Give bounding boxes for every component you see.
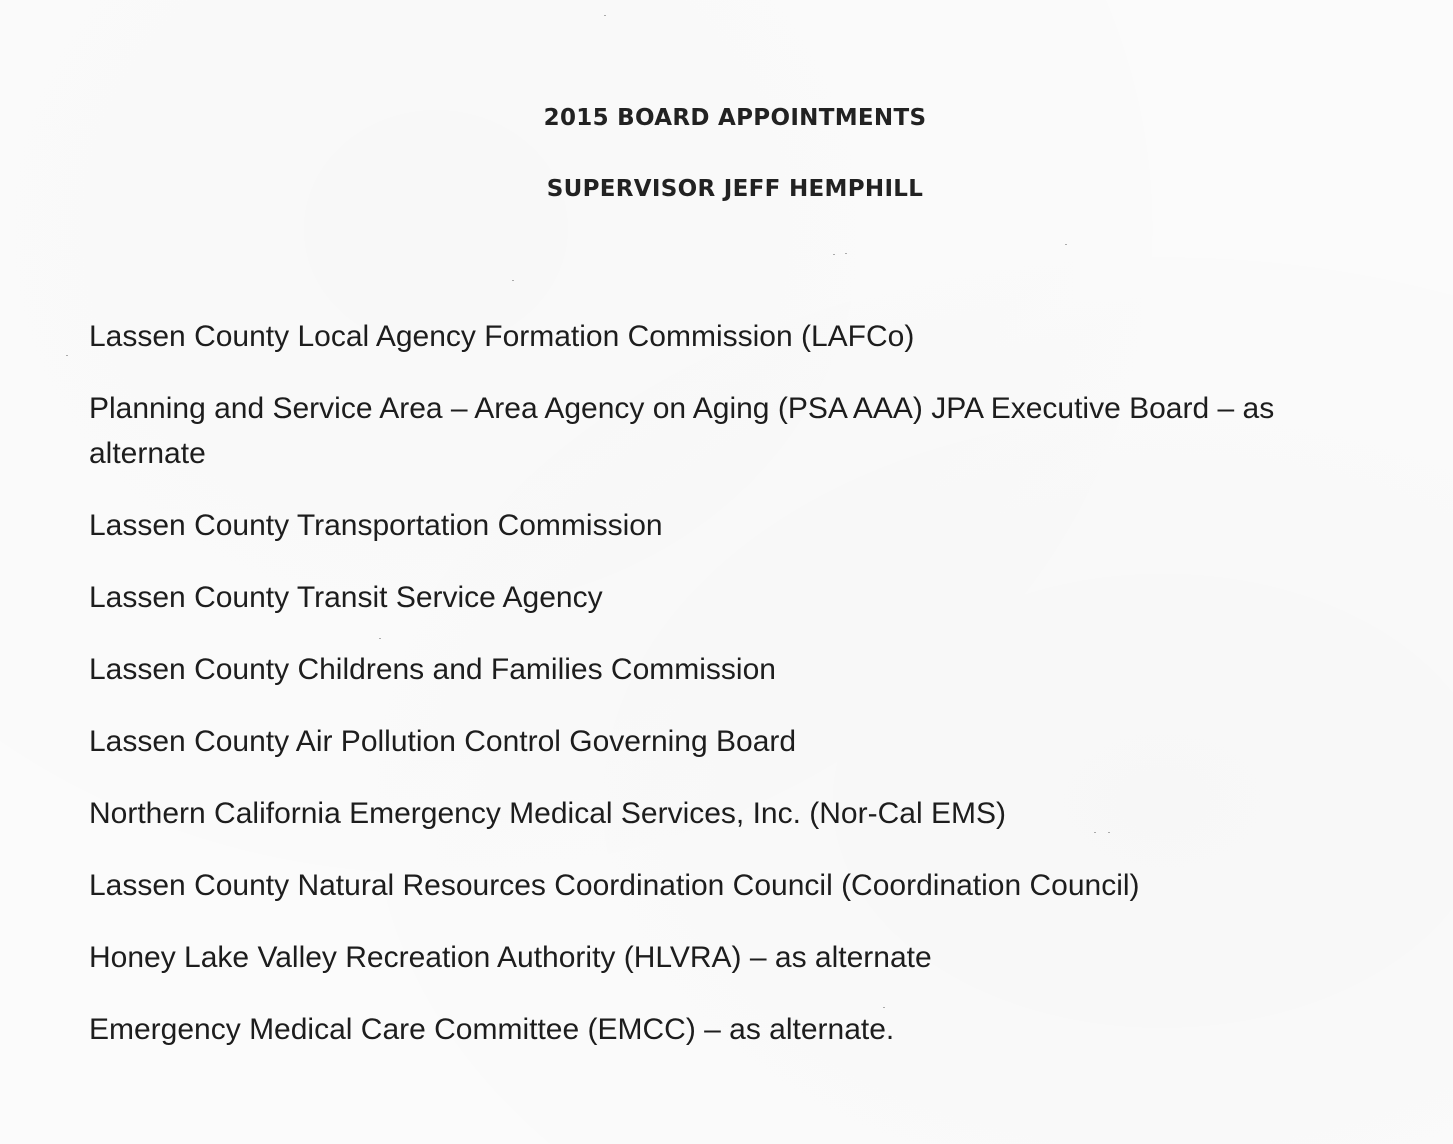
scan-speck xyxy=(512,280,514,281)
appointment-list xyxy=(89,314,1399,1079)
scan-speck xyxy=(604,15,606,16)
appointment-item: Lassen County Natural Resources Coordination Council (Coordination Council) xyxy=(89,869,1140,902)
appointment-item: Northern California Emergency Medical Services, Inc. (Nor-Cal EMS) xyxy=(89,797,1006,830)
document-title: 2015 BOARD APPOINTMENTS xyxy=(543,105,927,131)
appointment-item: Lassen County Transportation Commission xyxy=(89,509,663,542)
scan-speck xyxy=(379,638,381,639)
document-subtitle: SUPERVISOR JEFF HEMPHILL xyxy=(546,176,924,202)
scan-speck xyxy=(883,1007,885,1008)
appointment-item: Honey Lake Valley Recreation Authority (HLVRA) – as alternate xyxy=(89,941,932,974)
appointment-item: Lassen County Transit Service Agency xyxy=(89,581,603,614)
scan-speck xyxy=(1094,832,1096,833)
appointment-item: Emergency Medical Care Committee (EMCC) – as alternate. xyxy=(89,1013,895,1046)
scan-speck xyxy=(845,253,847,254)
scan-speck xyxy=(1065,244,1067,245)
appointment-item: Planning and Service Area – Area Agency on Aging (PSA AAA) JPA Executive Board – as alternate xyxy=(89,392,1275,470)
appointment-item: Lassen County Air Pollution Control Governing Board xyxy=(89,725,797,758)
scan-speck xyxy=(66,355,68,356)
scan-speck xyxy=(1108,832,1110,833)
scan-speck xyxy=(833,254,835,255)
appointment-item: Lassen County Childrens and Families Commission xyxy=(89,653,776,686)
appointment-item: Lassen County Local Agency Formation Commission (LAFCo) xyxy=(89,320,915,353)
